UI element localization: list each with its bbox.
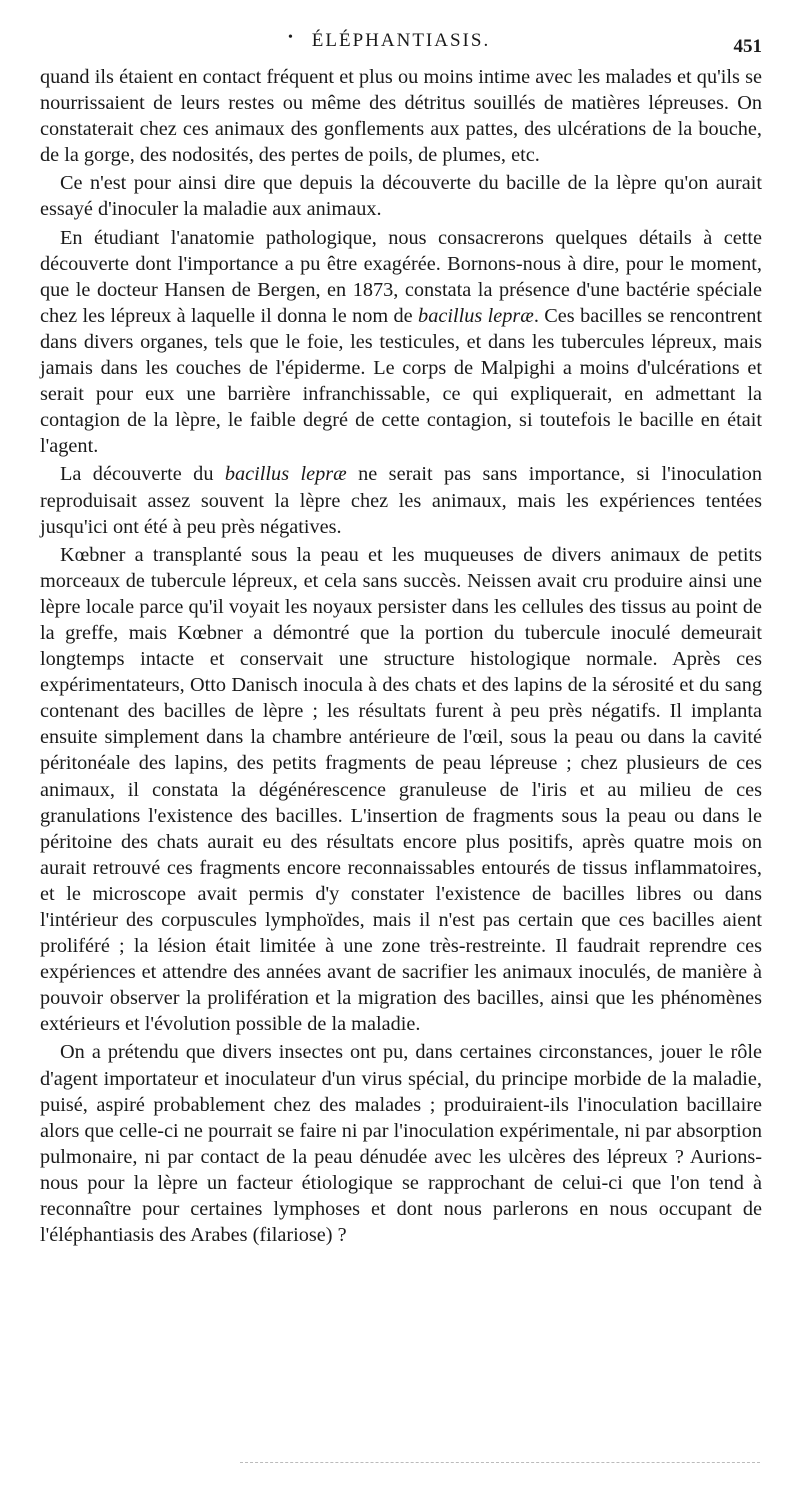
text-run: ne serait pas sans importance, si l'inoculation reproduisait assez souvent la lèpre chez les animaux, mais les expériences tentées jusqu'ici ont été à peu près négatives. bbox=[40, 463, 762, 538]
paragraph bbox=[40, 64, 762, 168]
printer-mark: • bbox=[288, 30, 293, 45]
text-run: quand ils étaient en contact fréquent et plus ou moins intime avec les malades et qu'ils se nourrissaient de leurs restes ou même des détritus souillés de matières lépreuses. On constaterait chez ces animaux des gonflements aux pattes, des ulcérations de la bouche, de la gorge, des nodosités, des pertes de poils, de plumes, etc. bbox=[40, 66, 762, 167]
text-run: Kœbner a transplanté sous la peau et les muqueuses de divers animaux de petits morceaux de tubercule lépreux, et cela sans succès. Neissen avait cru produire ainsi une lèpre locale parce qu'il voyait les noyaux persister dans les cellules des tissus au point de la greffe, mais Kœbner a démontré que la portion du tubercule inoculé demeurait longtemps intacte et conservait une structure histologique normale. Après ces expérimentateurs, Otto Danisch inocula à des chats et des lapins de la sérosité et du sang contenant des bacilles de lèpre ; les résultats furent à peu près négatifs. Il implanta ensuite simplement dans la chambre antérieure de l'œil, sous la peau ou dans la cavité péritonéale des lapins, des petits fragments de peau lépreuse ; chez plusieurs de ces animaux, il constata la dégénérescence granuleuse de l'iris et au milieu de ces granulations l'existence des bacilles. L'insertion de fragments sous la peau ou dans le péritoine des chats aurait eu des résultats encore plus positifs, après quatre mois on aurait retrouvé ces fragments encore reconnaissables entourés de tissus inflammatoires, et le microscope avait permis d'y constater l'existence de bacilles libres ou dans l'intérieur des corpuscules lymphoïdes, mais il n'est pas certain que ces bacilles aient proliféré ; la lésion était limitée à une zone très-restreinte. Il faudrait reprendre ces expériences et attendre des années avant de sacrifier les animaux inoculés, de manière à pouvoir observer la prolifération et la migration des bacilles, ainsi que les phénomènes extérieurs et l'évolution possible de la maladie. bbox=[40, 543, 762, 1036]
italic-term: bacillus lepræ bbox=[224, 463, 347, 486]
paragraph bbox=[40, 170, 762, 222]
text-run: En étudiant l'anatomie pathologique, nous consacrerons quelques détails à cette découverte dont l'importance a pu être exagérée. Bornons-nous à dire, pour le moment, que le docteur Hansen de Bergen, en 1873, constata la présence d'une bactérie spéciale chez les lépreux à laquelle il donna le nom de bbox=[40, 226, 762, 327]
italic-term: bacillus lepræ bbox=[418, 304, 534, 327]
page-number: 451 bbox=[733, 36, 762, 57]
page-header bbox=[40, 30, 762, 60]
body-text bbox=[40, 64, 762, 1250]
text-run: La découverte du bbox=[60, 463, 225, 486]
running-title: ÉLÉPHANTIASIS. bbox=[311, 30, 491, 51]
paragraph bbox=[40, 1039, 762, 1248]
text-run: . Ces bacilles se rencontrent dans divers organes, tels que le foie, les testicules, et dans les tubercules lépreux, mais jamais dans les couches de l'épiderme. Le corps de Malpighi a moins d'ulcérations et serait pour eux une barrière infranchissable, ce qui expliquerait, en admettant la contagion de la lèpre, le faible degré de cette contagion, si toutefois le bacille en était l'agent. bbox=[40, 304, 762, 458]
paragraph bbox=[40, 542, 762, 1038]
text-run: Ce n'est pour ainsi dire que depuis la découverte du bacille de la lèpre qu'on aurait essayé d'inoculer la maladie aux animaux. bbox=[40, 172, 762, 221]
paragraph bbox=[40, 225, 762, 460]
text-run: On a prétendu que divers insectes ont pu, dans certaines circonstances, jouer le rôle d'agent importateur et inoculateur d'un virus spécial, du principe morbide de la maladie, puisé, aspiré probablement chez des malades ; produiraient-ils l'inoculation bacillaire alors que celle-ci ne pourrait se faire ni par l'inoculation expérimentale, ni par absorption pulmonaire, ni par contact de la peau dénudée avec les ulcères des lépreux ? Aurions-nous pour la lèpre un facteur étiologique se rapprochant de celui-ci que l'on tend à reconnaître pour certaines lymphoses et dont nous parlerons en nous occupant de l'éléphantiasis des Arabes (filariose) ? bbox=[40, 1041, 762, 1247]
footer-rule bbox=[240, 1462, 760, 1463]
paragraph bbox=[40, 461, 762, 539]
